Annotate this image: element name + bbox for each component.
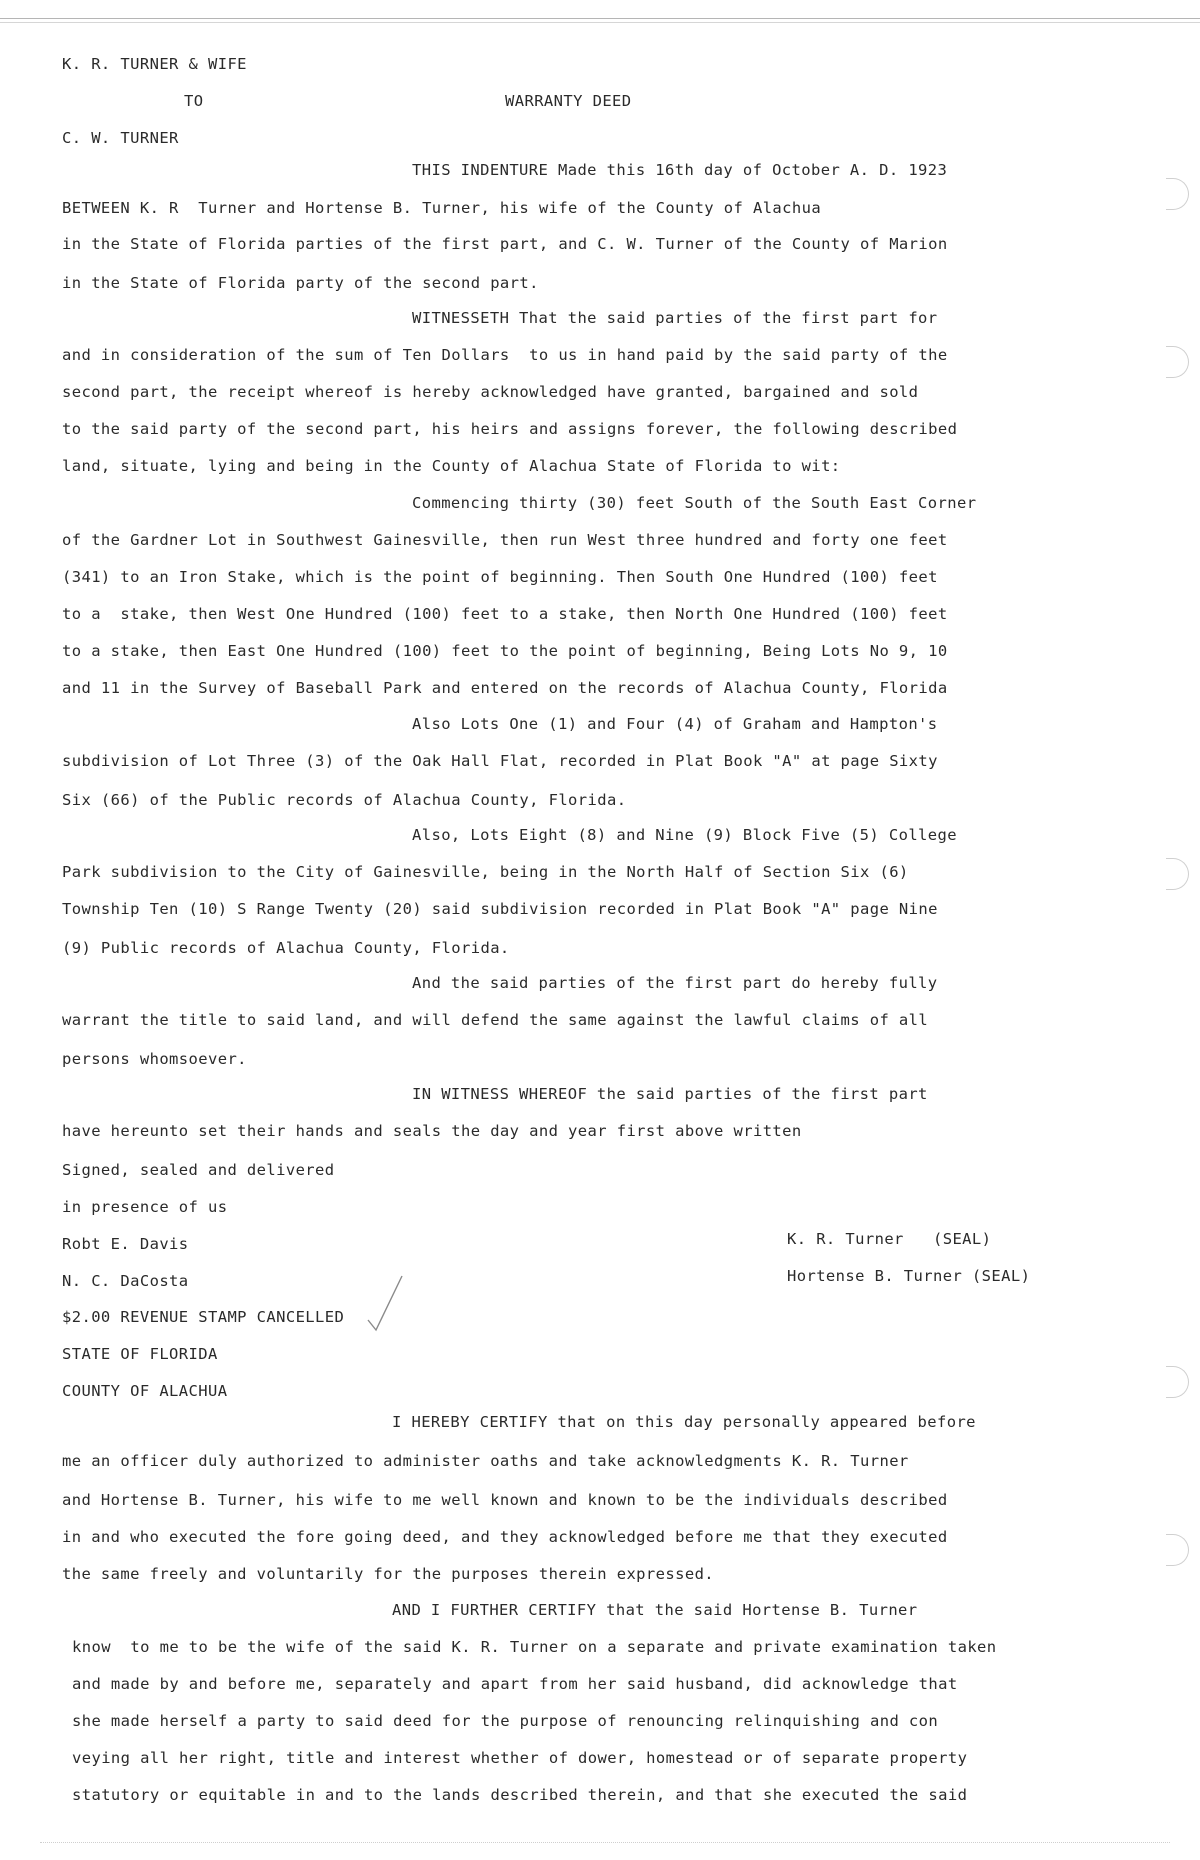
deed-line: in presence of us	[62, 1198, 228, 1216]
signature-line: Hortense B. Turner (SEAL)	[787, 1267, 1031, 1285]
deed-line: persons whomsoever.	[62, 1050, 247, 1068]
page-bottom-rule	[40, 1842, 1170, 1843]
deed-line: and made by and before me, separately and apart from her said husband, did acknowledge that	[72, 1675, 958, 1693]
deed-line: (9) Public records of Alachua County, Florida.	[62, 939, 510, 957]
page-top-rule-faint	[0, 22, 1200, 23]
witness-name: N. C. DaCosta	[62, 1272, 189, 1290]
deed-line: the same freely and voluntarily for the purposes therein expressed.	[62, 1565, 715, 1583]
deed-line: second part, the receipt whereof is hereby acknowledged have granted, bargained and sold	[62, 383, 919, 401]
deed-line: Six (66) of the Public records of Alachua County, Florida.	[62, 791, 627, 809]
revenue-stamp-note: $2.00 REVENUE STAMP CANCELLED	[62, 1308, 345, 1326]
deed-line: Park subdivision to the City of Gainesville, being in the North Half of Section Six (6)	[62, 863, 909, 881]
deed-line: have hereunto set their hands and seals the day and year first above written	[62, 1122, 802, 1140]
binder-hole-mark	[1166, 1534, 1189, 1566]
deed-line: statutory or equitable in and to the lands described therein, and that she executed the said	[72, 1786, 968, 1804]
deed-line: and in consideration of the sum of Ten Dollars to us in hand paid by the said party of the	[62, 346, 948, 364]
deed-line: THIS INDENTURE Made this 16th day of October A. D. 1923	[412, 161, 948, 179]
check-mark-icon	[366, 1272, 406, 1332]
deed-line: she made herself a party to said deed for the purpose of renouncing relinquishing and con	[72, 1712, 939, 1730]
witness-name: Robt E. Davis	[62, 1235, 189, 1253]
deed-line: Also Lots One (1) and Four (4) of Graham and Hampton's	[412, 715, 938, 733]
binder-hole-mark	[1166, 1366, 1189, 1398]
deed-line: in the State of Florida parties of the first part, and C. W. Turner of the County of Marion	[62, 235, 948, 253]
deed-line: to a stake, then West One Hundred (100) feet to a stake, then North One Hundred (100) feet	[62, 605, 948, 623]
deed-line: WITNESSETH That the said parties of the first part for	[412, 309, 938, 327]
deed-line: Commencing thirty (30) feet South of the South East Corner	[412, 494, 977, 512]
deed-line: and Hortense B. Turner, his wife to me well known and known to be the individuals described	[62, 1491, 948, 1509]
deed-line: STATE OF FLORIDA	[62, 1345, 218, 1363]
deed-line: in and who executed the fore going deed, and they acknowledged before me that they executed	[62, 1528, 948, 1546]
deed-line: (341) to an Iron Stake, which is the point of beginning. Then South One Hundred (100) feet	[62, 568, 938, 586]
binder-hole-mark	[1166, 346, 1189, 378]
grantor-heading: K. R. TURNER & WIFE	[62, 55, 247, 73]
deed-line: of the Gardner Lot in Southwest Gainesville, then run West three hundred and forty one feet	[62, 531, 948, 549]
deed-line: I HEREBY CERTIFY that on this day personally appeared before	[392, 1413, 976, 1431]
deed-line: IN WITNESS WHEREOF the said parties of the first part	[412, 1085, 928, 1103]
deed-line: land, situate, lying and being in the County of Alachua State of Florida to wit:	[62, 457, 841, 475]
deed-line: Township Ten (10) S Range Twenty (20) said subdivision recorded in Plat Book "A" page Nine	[62, 900, 938, 918]
deed-line: And the said parties of the first part do hereby fully	[412, 974, 938, 992]
deed-line: subdivision of Lot Three (3) of the Oak Hall Flat, recorded in Plat Book "A" at page Sixty	[62, 752, 938, 770]
deed-line: to the said party of the second part, his heirs and assigns forever, the following described	[62, 420, 958, 438]
deed-line: me an officer duly authorized to administer oaths and take acknowledgments K. R. Turner	[62, 1452, 909, 1470]
deed-line: Also, Lots Eight (8) and Nine (9) Block Five (5) College	[412, 826, 957, 844]
grantee-heading: C. W. TURNER	[62, 129, 179, 147]
deed-line: veying all her right, title and interest whether of dower, homestead or of separate property	[72, 1749, 968, 1767]
deed-line: warrant the title to said land, and will defend the same against the lawful claims of all	[62, 1011, 929, 1029]
deed-line: and 11 in the Survey of Baseball Park and entered on the records of Alachua County, Florida	[62, 679, 948, 697]
deed-line: COUNTY OF ALACHUA	[62, 1382, 228, 1400]
deed-line: in the State of Florida party of the second part.	[62, 274, 539, 292]
binder-hole-mark	[1166, 858, 1189, 890]
to-heading: TO	[184, 92, 204, 110]
page-top-rule	[0, 18, 1200, 19]
deed-line: to a stake, then East One Hundred (100) feet to the point of beginning, Being Lots No 9, 10	[62, 642, 948, 660]
deed-line: BETWEEN K. R Turner and Hortense B. Turner, his wife of the County of Alachua	[62, 199, 822, 217]
deed-line: AND I FURTHER CERTIFY that the said Hortense B. Turner	[392, 1601, 918, 1619]
deed-line: know to me to be the wife of the said K. R. Turner on a separate and private examination taken	[72, 1638, 997, 1656]
document-title: WARRANTY DEED	[505, 92, 632, 110]
signature-line: K. R. Turner (SEAL)	[787, 1230, 992, 1248]
deed-line: Signed, sealed and delivered	[62, 1161, 335, 1179]
binder-hole-mark	[1166, 178, 1189, 210]
